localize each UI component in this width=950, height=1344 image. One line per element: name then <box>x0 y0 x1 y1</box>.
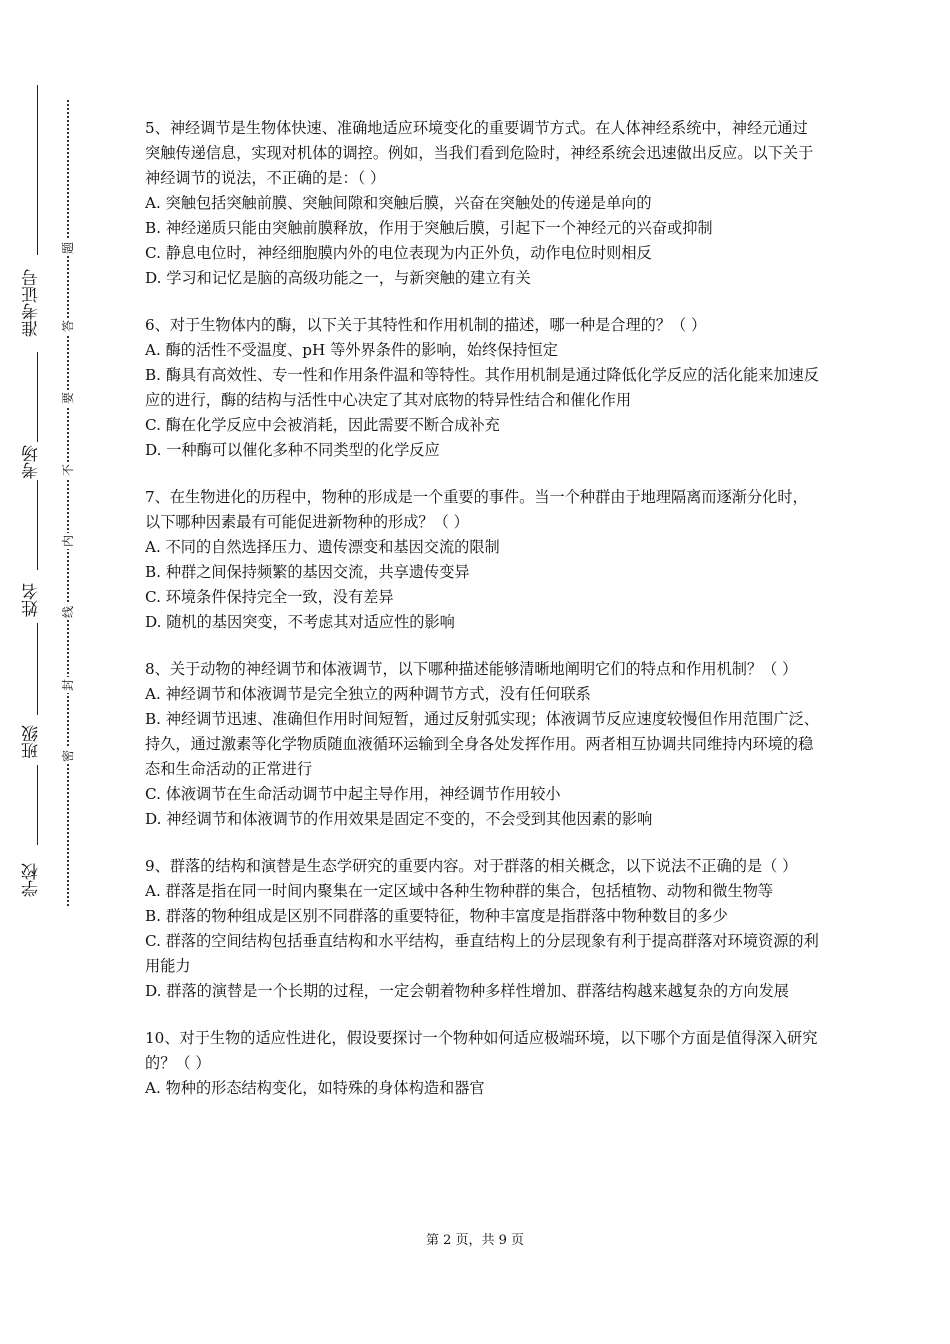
option-d: D. 随机的基因突变，不考虑其对适应性的影响 <box>145 613 455 631</box>
field-line <box>37 480 38 570</box>
option-d: D. 一种酶可以催化多种不同类型的化学反应 <box>145 441 440 459</box>
option-d: D. 神经调节和体液调节的作用效果是固定不变的，不会受到其他因素的影响 <box>145 810 653 828</box>
seal-char: 密 <box>61 750 75 763</box>
option-d: D. 群落的演替是一个长期的过程，一定会朝着物种多样性增加、群落结构越来越复杂的方向发展 <box>145 982 789 1000</box>
option-d: D. 学习和记忆是脑的高级功能之一，与新突触的建立有关 <box>145 269 531 287</box>
question-stem: 10、对于生物的适应性进化，假设要探讨一个物种如何适应极端环境，以下哪个方面是值得深入研究的？（ ） <box>145 1029 818 1072</box>
option-c: C. 酶在化学反应中会被消耗，因此需要不断合成补充 <box>145 416 500 434</box>
seal-char: 要 <box>61 392 75 405</box>
option-b: B. 神经递质只能由突触前膜释放，作用于突触后膜，引起下一个神经元的兴奋或抑制 <box>145 219 713 237</box>
option-a: A. 神经调节和体液调节是完全独立的两种调节方式，没有任何联系 <box>145 685 591 703</box>
seal-dotted-line <box>67 100 69 906</box>
question-stem: 7、在生物进化的历程中，物种的形成是一个重要的事件。当一个种群由于地理隔离而逐渐分化时，以下哪种因素最有可能促进新物种的形成？（ ） <box>145 488 808 531</box>
seal-char: 题 <box>61 242 75 255</box>
question-7 <box>145 485 820 635</box>
option-b: B. 酶具有高效性、专一性和作用条件温和等特性。其作用机制是通过降低化学反应的活化能来加速反应的进行，酶的结构与活性中心决定了其对底物的特异性结合和催化作用 <box>145 366 819 409</box>
option-a: A. 突触包括突触前膜、突触间隙和突触后膜，兴奋在突触处的传递是单向的 <box>145 194 652 212</box>
question-6 <box>145 313 820 463</box>
question-10 <box>145 1026 820 1101</box>
option-b: B. 种群之间保持频繁的基因交流，共享遗传变异 <box>145 563 470 581</box>
question-stem: 8、关于动物的神经调节和体液调节，以下哪种描述能够清晰地阐明它们的特点和作用机制？（ ） <box>145 660 798 678</box>
field-line <box>37 623 38 715</box>
question-list <box>145 116 820 1123</box>
seal-char: 不 <box>61 464 75 477</box>
option-c: C. 群落的空间结构包括垂直结构和水平结构，垂直结构上的分层现象有利于提高群落对环境资源的利用能力 <box>145 932 819 975</box>
option-c: C. 环境条件保持完全一致，没有差异 <box>145 588 394 606</box>
question-stem: 5、神经调节是生物体快速、准确地适应环境变化的重要调节方式。在人体神经系统中，神经元通过突触传递信息，实现对机体的调控。例如，当我们看到危险时，神经系统会迅速做出反应。以下关于神经调节的说法，不正确的是：（ ） <box>145 119 814 187</box>
field-line <box>37 85 38 255</box>
option-a: A. 物种的形态结构变化，如特殊的身体构造和器官 <box>145 1079 485 1097</box>
question-9 <box>145 854 820 1004</box>
label-school: 学校 <box>22 863 42 898</box>
binding-margin <box>0 0 120 1344</box>
label-exam-room: 考场 <box>22 445 42 480</box>
seal-char: 内 <box>61 535 75 548</box>
question-stem: 9、群落的结构和演替是生态学研究的重要内容。对于群落的相关概念，以下说法不正确的是（ ） <box>145 857 798 875</box>
option-a: A. 群落是指在同一时间内聚集在一定区域中各种生物种群的集合，包括植物、动物和微生物等 <box>145 882 774 900</box>
question-8 <box>145 657 820 832</box>
seal-char: 封 <box>61 679 75 692</box>
question-5 <box>145 116 820 291</box>
option-a: A. 不同的自然选择压力、遗传漂变和基因交流的限制 <box>145 538 500 556</box>
option-c: C. 静息电位时，神经细胞膜内外的电位表现为内正外负，动作电位时则相反 <box>145 244 652 262</box>
option-b: B. 神经调节迅速、准确但作用时间短暂，通过反射弧实现；体液调节反应速度较慢但作用范围广泛、持久，通过激素等化学物质随血液循环运输到全身各处发挥作用。两者相互协调共同维持内环境的稳态和生命活动的正常进行 <box>145 710 819 778</box>
page-number: 第 2 页，共 9 页 <box>425 1233 525 1248</box>
option-b: B. 群落的物种组成是区别不同群落的重要特征，物种丰富度是指群落中物种数目的多少 <box>145 907 728 925</box>
label-name: 姓名 <box>22 583 42 618</box>
option-c: C. 体液调节在生命活动调节中起主导作用，神经调节作用较小 <box>145 785 561 803</box>
question-stem: 6、对于生物体内的酶，以下关于其特性和作用机制的描述，哪一种是合理的？（ ） <box>145 316 707 334</box>
field-line <box>37 352 38 442</box>
option-a: A. 酶的活性不受温度、pH 等外界条件的影响，始终保持恒定 <box>145 341 558 359</box>
label-class: 班级 <box>22 725 42 760</box>
seal-char: 线 <box>61 606 75 619</box>
label-exam-id: 准考证号 <box>22 269 42 337</box>
seal-char: 答 <box>61 320 75 333</box>
field-line <box>37 765 38 845</box>
